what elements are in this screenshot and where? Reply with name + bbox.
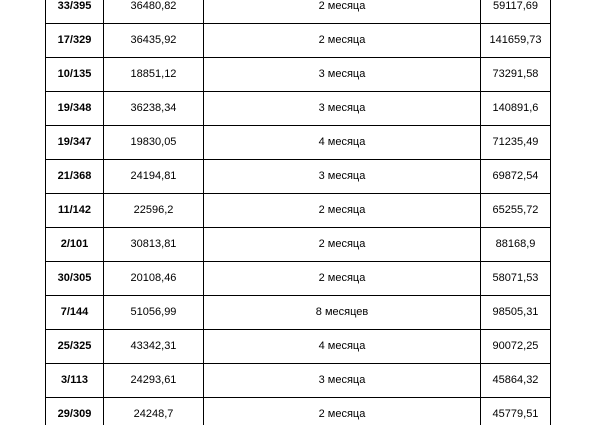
cell-amount: 36480,82 [104,0,204,24]
cell-amount: 20108,46 [104,262,204,296]
table-row [46,296,551,330]
cell-id: 7/144 [46,296,104,330]
cell-id: 11/142 [46,194,104,228]
table-row [46,364,551,398]
cell-id: 29/309 [46,398,104,425]
table-row [46,228,551,262]
cell-total: 73291,58 [481,58,551,92]
table-row [46,194,551,228]
cell-total: 71235,49 [481,126,551,160]
cell-amount: 19830,05 [104,126,204,160]
cell-term: 3 месяца [204,58,481,92]
cell-total: 69872,54 [481,160,551,194]
cell-id: 10/135 [46,58,104,92]
cell-term: 8 месяцев [204,296,481,330]
table-row [46,160,551,194]
table-row [46,126,551,160]
cell-amount: 24194,81 [104,160,204,194]
cell-id: 30/305 [46,262,104,296]
table-row [46,0,551,24]
cell-term: 3 месяца [204,160,481,194]
cell-term: 2 месяца [204,262,481,296]
table-row [46,262,551,296]
cell-total: 140891,6 [481,92,551,126]
cell-term: 3 месяца [204,92,481,126]
data-table [45,0,551,425]
cell-term: 2 месяца [204,228,481,262]
table-body [46,0,551,425]
cell-amount: 24248,7 [104,398,204,425]
cell-term: 4 месяца [204,126,481,160]
cell-id: 25/325 [46,330,104,364]
cell-term: 3 месяца [204,364,481,398]
cell-term: 2 месяца [204,398,481,425]
cell-amount: 51056,99 [104,296,204,330]
cell-total: 58071,53 [481,262,551,296]
cell-amount: 24293,61 [104,364,204,398]
cell-id: 2/101 [46,228,104,262]
table-row [46,330,551,364]
cell-term: 4 месяца [204,330,481,364]
cell-term: 2 месяца [204,0,481,24]
cell-total: 65255,72 [481,194,551,228]
cell-amount: 18851,12 [104,58,204,92]
table-row [46,398,551,425]
cell-term: 2 месяца [204,194,481,228]
cell-id: 21/368 [46,160,104,194]
cell-total: 88168,9 [481,228,551,262]
cell-term: 2 месяца [204,24,481,58]
cell-total: 59117,69 [481,0,551,24]
cell-id: 19/348 [46,92,104,126]
table-row [46,24,551,58]
cell-total: 98505,31 [481,296,551,330]
table-row [46,58,551,92]
cell-total: 45864,32 [481,364,551,398]
cell-amount: 36435,92 [104,24,204,58]
cell-amount: 36238,34 [104,92,204,126]
cell-id: 19/347 [46,126,104,160]
cell-amount: 22596,2 [104,194,204,228]
cell-id: 17/329 [46,24,104,58]
cell-id: 33/395 [46,0,104,24]
cell-amount: 30813,81 [104,228,204,262]
cell-id: 3/113 [46,364,104,398]
cell-total: 141659,73 [481,24,551,58]
cell-total: 90072,25 [481,330,551,364]
cell-total: 45779,51 [481,398,551,425]
table-row [46,92,551,126]
cell-amount: 43342,31 [104,330,204,364]
